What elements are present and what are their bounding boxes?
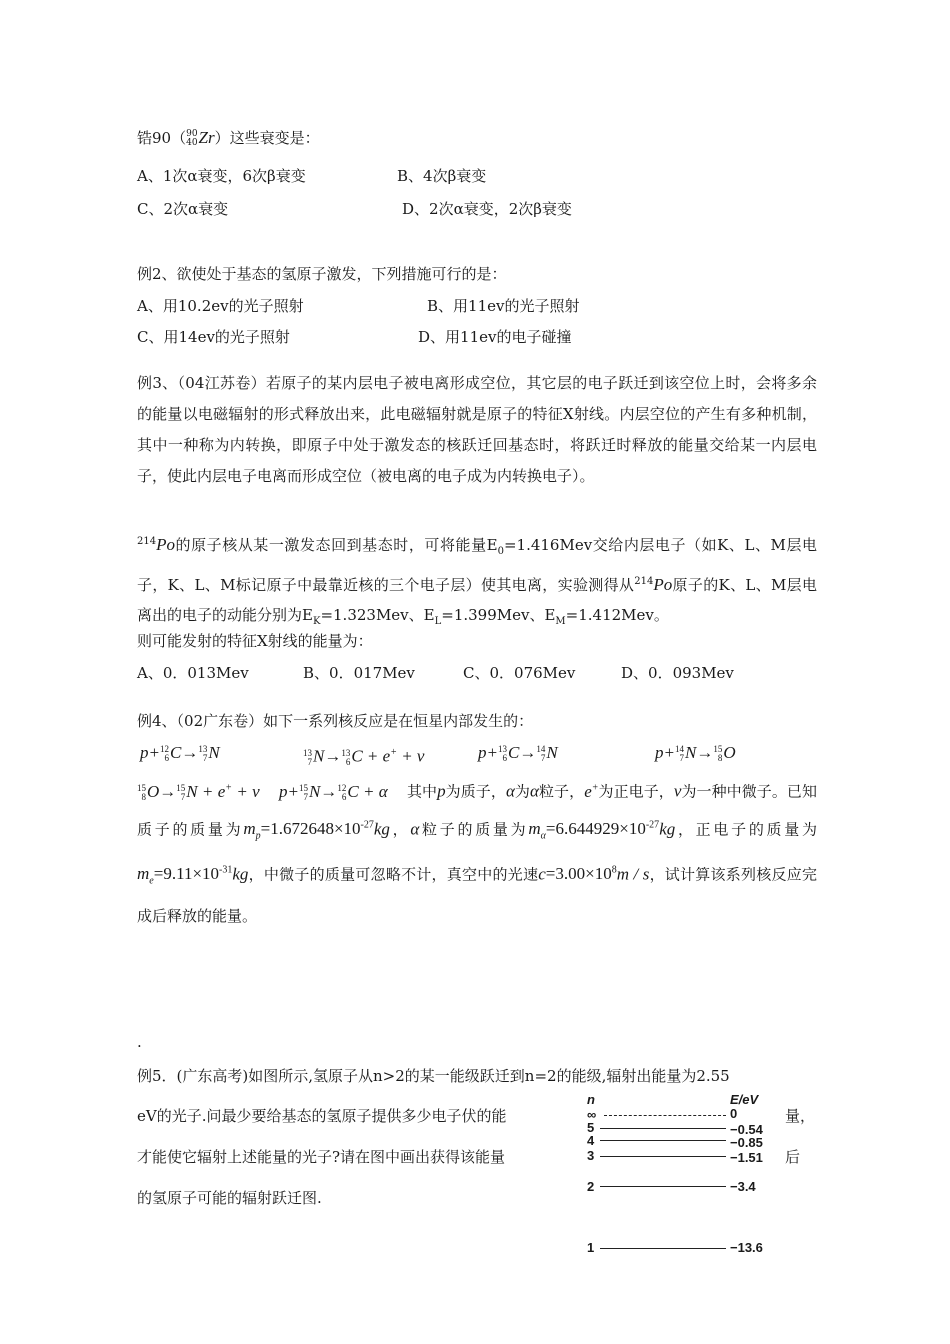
level-n-1: 1 [587,1240,595,1255]
stray-dot: . [137,1033,142,1051]
level-line-2 [600,1186,726,1187]
level-line-3 [600,1156,726,1157]
level-e-inf: 0 [730,1106,738,1121]
ex3-paragraph-1: 例3、（04江苏卷）若原子的某内层电子被电离形成空位，其它层的电子跃迁到该空位上时，会将多余的能量以电磁辐射的形式释放出来，此电磁辐射就是原子的特征X射线。内层空位的产生有多种机制，其中一种称为内转换，即原子中处于激发态的核跃迁回基态时，将跃迁时释放的能量交给某一内层电子，使此内层电子电离而形成空位（被电离的电子成为内转换电子）。 [137,374,817,485]
energy-header: E/eV [730,1092,759,1107]
reaction-4: p+ 14 7 N→ 15 8 O [655,743,736,764]
ex5-line-2-tail: 量， [785,1107,816,1125]
zr-nuclide: 90 40 [186,129,198,148]
ex3-option-b: B、0．017Mev [303,664,415,682]
level-e-4: −0.85 [730,1135,763,1150]
reaction-2: 13 7 N→ 13 6 C + e+ + ν [303,746,425,767]
ex2-option-b: B、用11ev的光子照射 [427,297,580,315]
level-n-inf: ∞ [587,1107,597,1122]
level-line-inf [604,1115,726,1116]
ex4-body: 15 8 O→ 15 7 N + e+ + ν p+ 15 7 N→ 12 6 C + α 其中p为质子，α为α粒子，e+为正电子，ν为一种中微子。已知质子的质量为$m_p=1.672648\times 10^{-27}kg$，α粒子的质量为$m_\alpha=6.644929\times 10^{-27}kg$，正电子的质量为$m_e=9.11\times 10^{-31}kg$，中微子的质量可忽略不计，真空中的光速$c=3.00\times 10^8m / s$，试计算该系列核反应完成后释放的能量。 [137,781,817,925]
reaction-3: p+ 13 6 C→ 14 7 N [478,743,558,764]
ex2-option-d: D、用11ev的电子碰撞 [418,328,572,346]
ex5-line-3-tail: 后 [785,1148,801,1166]
level-e-1: −13.6 [730,1240,763,1255]
ex3-option-a: A、0．013Mev [137,664,249,682]
level-n-4: 4 [587,1133,595,1148]
energy-level-diagram [580,1092,820,1262]
q1-option-c: C、2次α衰变 [137,200,229,218]
level-line-5 [600,1128,726,1129]
ex2-option-c: C、用14ev的光子照射 [137,328,290,346]
n-header: n [587,1092,595,1107]
reaction-5: 15 8 O→ 15 7 N + e+ + ν [137,781,260,802]
q1-stem: 锆90（ 90 40 Zr）这些衰变是： [137,128,320,148]
level-n-2: 2 [587,1179,595,1194]
ex3-option-c: C、0．076Mev [463,664,576,682]
q1-option-a: A、1次α衰变，6次β衰变 [137,167,306,185]
level-e-5: −0.54 [730,1122,763,1137]
level-line-4 [600,1140,726,1141]
level-n-5: 5 [587,1120,595,1135]
reaction-1: p+ 12 6 C→ 13 7 N [140,743,220,764]
ex2-option-a: A、用10.2ev的光子照射 [137,297,304,315]
level-e-3: −1.51 [730,1150,763,1165]
ex3-option-d: D、0．093Mev [621,664,734,682]
ex4-stem: 例4、（02广东卷）如下一系列核反应是在恒星内部发生的： [137,712,534,730]
ex5-line-1: 例5．(广东高考)如图所示,氢原子从n>2的某一能级跃迁到n=2的能级,辐射出能量为2.55 [137,1067,730,1085]
q1-option-b: B、4次β衰变 [397,167,487,185]
level-e-2: −3.4 [730,1179,756,1194]
level-line-1 [600,1248,726,1249]
ex5-line-2: eV的光子.问最少要给基态的氢原子提供多少电子伏的能 [137,1107,507,1125]
ex3-paragraph-2: $^{214}$Po的原子核从某一激发态回到基态时，可将能量$E_0=1.416Mev$交给内层电子（如K、L、M层电子，K、L、M标记原子中最靠近核的三个电子层）使其电离，实验测得从$^{214}$Po原子的K、L、M层电离出的电子的动能分别为$E_K=1.323Mev$、$E_L=1.399Mev$、$E_M=1.412Mev$。 [137,535,818,627]
level-n-3: 3 [587,1148,595,1163]
ex5-line-3: 才能使它辐射上述能量的光子?请在图中画出获得该能量 [137,1148,506,1166]
q1-option-d: D、2次α衰变，2次β衰变 [402,200,572,218]
ex2-stem: 例2、欲使处于基态的氢原子激发，下列措施可行的是： [137,265,507,283]
reaction-6: p+ 15 7 N→ 12 6 C + α [278,781,388,802]
ex5-line-4: 的氢原子可能的辐射跃迁图. [137,1189,322,1207]
ex3-ask: 则可能发射的特征X射线的能量为： [137,632,373,650]
